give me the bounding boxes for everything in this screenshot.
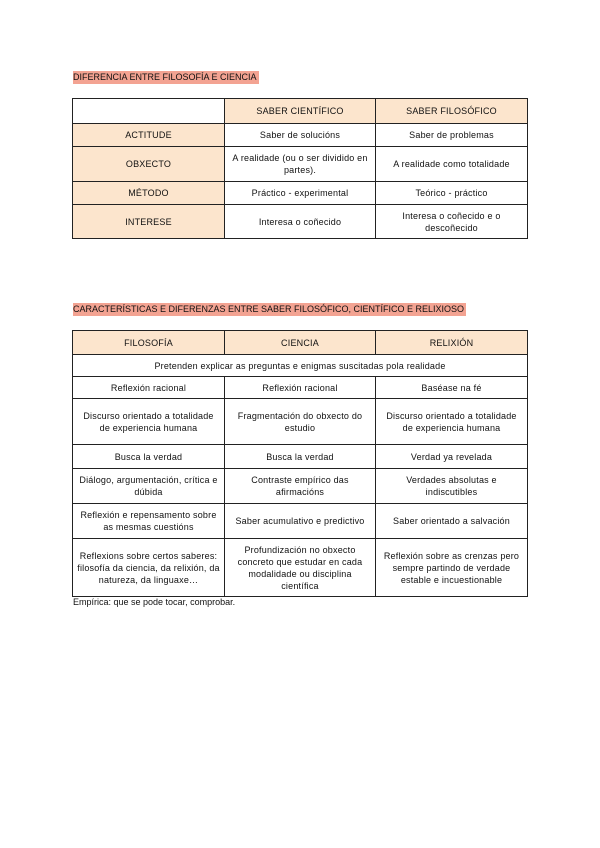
header-scientific: SABER CIENTÍFICO (225, 99, 376, 124)
header-religion: RELIXIÓN (376, 331, 528, 355)
table-cell: Profundización no obxecto concreto que estudar en cada modalidade ou disciplina científica (225, 539, 376, 597)
table-cell: A realidade como totalidade (376, 147, 528, 182)
table-cell: Reflexión racional (225, 377, 376, 399)
table-cell: A realidade (ou o ser dividido en partes). (225, 147, 376, 182)
row-label: ACTITUDE (73, 124, 225, 147)
shared-row: Pretenden explicar as preguntas e enigmas suscitadas pola realidade (73, 355, 528, 377)
header-science: CIENCIA (225, 331, 376, 355)
section2-title: CARACTERÍSTICAS E DIFERENZAS ENTRE SABER FILOSÓFICO, CIENTÍFICO E RELIXIOSO (73, 304, 465, 314)
row-label: MÉTODO (73, 182, 225, 205)
philosophy-science-table (72, 98, 528, 239)
table-cell: Discurso orientado a totalidade de experiencia humana (73, 399, 225, 445)
table-cell: Reflexión e repensamento sobre as mesmas cuestións (73, 504, 225, 539)
table-cell: Fragmentación do obxecto do estudio (225, 399, 376, 445)
row-label: INTERESE (73, 205, 225, 239)
table-cell: Baséase na fé (376, 377, 528, 399)
row-label: OBXECTO (73, 147, 225, 182)
table-cell: Teórico - práctico (376, 182, 528, 205)
header-philosophical: SABER FILOSÓFICO (376, 99, 528, 124)
table-cell: Busca la verdad (225, 445, 376, 469)
table-cell: Práctico - experimental (225, 182, 376, 205)
knowledge-comparison-table (72, 330, 528, 597)
table-cell: Saber acumulativo e predictivo (225, 504, 376, 539)
header-philosophy: FILOSOFÍA (73, 331, 225, 355)
footnote: Empírica: que se pode tocar, comprobar. (73, 597, 236, 607)
table-cell: Interesa o coñecido (225, 205, 376, 239)
table-cell: Saber de problemas (376, 124, 528, 147)
table-cell: Saber de solucións (225, 124, 376, 147)
table-cell: Discurso orientado a totalidade de experiencia humana (376, 399, 528, 445)
table-cell: Verdades absolutas e indiscutibles (376, 469, 528, 504)
table-cell: Diálogo, argumentación, crítica e dúbida (73, 469, 225, 504)
table-cell: Reflexión racional (73, 377, 225, 399)
table-cell: Reflexions sobre certos saberes: filosofía da ciencia, da relixión, da natureza, da linguaxe… (73, 539, 225, 597)
table-cell: Reflexión sobre as crenzas pero sempre partindo de verdade estable e incuestionable (376, 539, 528, 597)
table-cell: Verdad ya revelada (376, 445, 528, 469)
table-cell: Busca la verdad (73, 445, 225, 469)
table-cell: Contraste empírico das afirmacións (225, 469, 376, 504)
table-cell: Saber orientado a salvación (376, 504, 528, 539)
section1-title: DIFERENCIA ENTRE FILOSOFÍA E CIENCIA (73, 72, 257, 82)
table-cell: Interesa o coñecido e o descoñecido (376, 205, 528, 239)
header-empty (73, 99, 225, 124)
